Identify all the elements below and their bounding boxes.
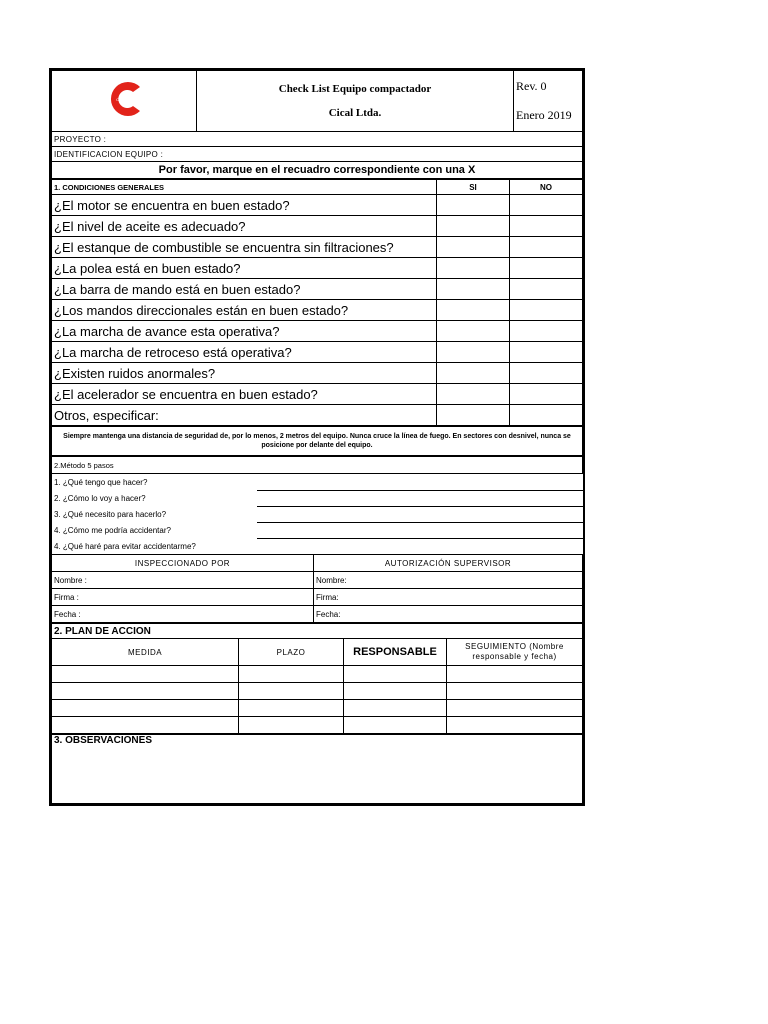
plan-cell[interactable] xyxy=(52,700,239,717)
plan-cell[interactable] xyxy=(344,717,447,734)
no-checkbox[interactable] xyxy=(510,384,583,405)
no-checkbox[interactable] xyxy=(510,342,583,363)
conditions-title: 1. CONDICIONES GENERALES xyxy=(52,180,437,195)
revision-cell xyxy=(514,71,583,132)
proyecto-field[interactable]: PROYECTO : xyxy=(52,132,583,147)
yes-checkbox[interactable] xyxy=(437,279,510,300)
plan-cell[interactable] xyxy=(52,683,239,700)
inspector-name-field[interactable]: Nombre : xyxy=(52,572,314,589)
inspector-header: INSPECCIONADO POR xyxy=(52,555,314,572)
revision: Rev. 0 xyxy=(516,79,547,93)
step-label: 3. ¿Qué necesito para hacerlo? xyxy=(52,506,257,522)
plan-cell[interactable] xyxy=(239,666,344,683)
instructions-banner: Por favor, marque en el recuadro correspondiente con una X xyxy=(52,162,583,179)
header-table xyxy=(51,70,583,132)
method-title: 2.Método 5 pasos xyxy=(52,457,583,474)
signature-table xyxy=(51,554,583,623)
info-table xyxy=(51,132,583,179)
plan-cell[interactable] xyxy=(52,666,239,683)
condition-question: ¿El nivel de aceite es adecuado? xyxy=(52,216,437,237)
plan-cell[interactable] xyxy=(239,683,344,700)
conditions-table xyxy=(51,179,583,426)
safety-note-table xyxy=(51,426,583,456)
supervisor-date-field[interactable]: Fecha: xyxy=(314,606,583,623)
safety-note: Siempre mantenga una distancia de seguridad de, por lo menos, 2 metros del equipo. Nunca cruce la línea de fuego. En sectores con desnivel, nunca se posicione por delante del equipo. xyxy=(52,427,583,456)
step-label: 2. ¿Cómo lo voy a hacer? xyxy=(52,490,257,506)
condition-question: ¿Los mandos direccionales están en buen estado? xyxy=(52,300,437,321)
plan-cell[interactable] xyxy=(447,717,583,734)
condition-question: ¿La marcha de avance esta operativa? xyxy=(52,321,437,342)
yes-header: SI xyxy=(437,180,510,195)
title-cell xyxy=(197,71,514,132)
checklist-sheet xyxy=(49,68,585,806)
plan-cell[interactable] xyxy=(52,717,239,734)
no-checkbox[interactable] xyxy=(510,216,583,237)
yes-checkbox[interactable] xyxy=(437,195,510,216)
condition-question: ¿El acelerador se encuentra en buen estado? xyxy=(52,384,437,405)
inspector-signature-field[interactable]: Firma : xyxy=(52,589,314,606)
step-label: 1. ¿Qué tengo que hacer? xyxy=(52,474,257,491)
yes-checkbox[interactable] xyxy=(437,405,510,426)
condition-question: Otros, especificar: xyxy=(52,405,437,426)
condition-question: ¿El motor se encuentra en buen estado? xyxy=(52,195,437,216)
yes-checkbox[interactable] xyxy=(437,363,510,384)
observations-table xyxy=(51,734,583,804)
plan-cell[interactable] xyxy=(447,683,583,700)
yes-checkbox[interactable] xyxy=(437,300,510,321)
no-checkbox[interactable] xyxy=(510,258,583,279)
col-responsable: RESPONSABLE xyxy=(344,639,447,666)
condition-question: ¿La marcha de retroceso está operativa? xyxy=(52,342,437,363)
supervisor-name-field[interactable]: Nombre: xyxy=(314,572,583,589)
plan-cell[interactable] xyxy=(344,683,447,700)
yes-checkbox[interactable] xyxy=(437,237,510,258)
no-checkbox[interactable] xyxy=(510,279,583,300)
identificacion-field[interactable]: IDENTIFICACION EQUIPO : xyxy=(52,147,583,162)
step-label: 4. ¿Cómo me podría accidentar? xyxy=(52,522,257,538)
condition-question: ¿El estanque de combustible se encuentra sin filtraciones? xyxy=(52,237,437,258)
plan-cell[interactable] xyxy=(344,666,447,683)
col-plazo: PLAZO xyxy=(239,639,344,666)
plan-cell[interactable] xyxy=(239,717,344,734)
col-seguimiento: SEGUIMIENTO (Nombre responsable y fecha) xyxy=(447,639,583,666)
observations-title: 3. OBSERVACIONES xyxy=(54,735,152,746)
no-checkbox[interactable] xyxy=(510,195,583,216)
col-medida: MEDIDA xyxy=(52,639,239,666)
step-answer-line[interactable] xyxy=(257,538,583,554)
no-checkbox[interactable] xyxy=(510,405,583,426)
logo-cell xyxy=(52,71,197,132)
svg-text:CICAL: CICAL xyxy=(116,96,128,102)
no-header: NO xyxy=(510,180,583,195)
revision-date: Enero 2019 xyxy=(516,108,572,122)
yes-checkbox[interactable] xyxy=(437,384,510,405)
condition-question: ¿Existen ruidos anormales? xyxy=(52,363,437,384)
form-title: Check List Equipo compactador xyxy=(278,83,432,95)
plan-cell[interactable] xyxy=(239,700,344,717)
step-answer-line[interactable] xyxy=(257,474,583,491)
yes-checkbox[interactable] xyxy=(437,321,510,342)
no-checkbox[interactable] xyxy=(510,321,583,342)
action-plan-table xyxy=(51,623,583,734)
supervisor-header: AUTORIZACIÓN SUPERVISOR xyxy=(314,555,583,572)
step-answer-line[interactable] xyxy=(257,490,583,506)
plan-cell[interactable] xyxy=(447,700,583,717)
step-answer-line[interactable] xyxy=(257,506,583,522)
action-plan-title: 2. PLAN DE ACCION xyxy=(52,624,583,639)
supervisor-signature-field[interactable]: Firma: xyxy=(314,589,583,606)
observations-field[interactable] xyxy=(52,735,583,804)
step-answer-line[interactable] xyxy=(257,522,583,538)
no-checkbox[interactable] xyxy=(510,237,583,258)
yes-checkbox[interactable] xyxy=(437,342,510,363)
company-name: Cical Ltda. xyxy=(328,107,382,119)
method-table xyxy=(51,456,583,554)
condition-question: ¿La barra de mando está en buen estado? xyxy=(52,279,437,300)
inspector-date-field[interactable]: Fecha : xyxy=(52,606,314,623)
no-checkbox[interactable] xyxy=(510,300,583,321)
no-checkbox[interactable] xyxy=(510,363,583,384)
yes-checkbox[interactable] xyxy=(437,258,510,279)
step-label: 4. ¿Qué haré para evitar accidentarme? xyxy=(52,538,257,554)
yes-checkbox[interactable] xyxy=(437,216,510,237)
plan-cell[interactable] xyxy=(344,700,447,717)
plan-cell[interactable] xyxy=(447,666,583,683)
condition-question: ¿La polea está en buen estado? xyxy=(52,258,437,279)
cical-logo xyxy=(100,79,148,119)
